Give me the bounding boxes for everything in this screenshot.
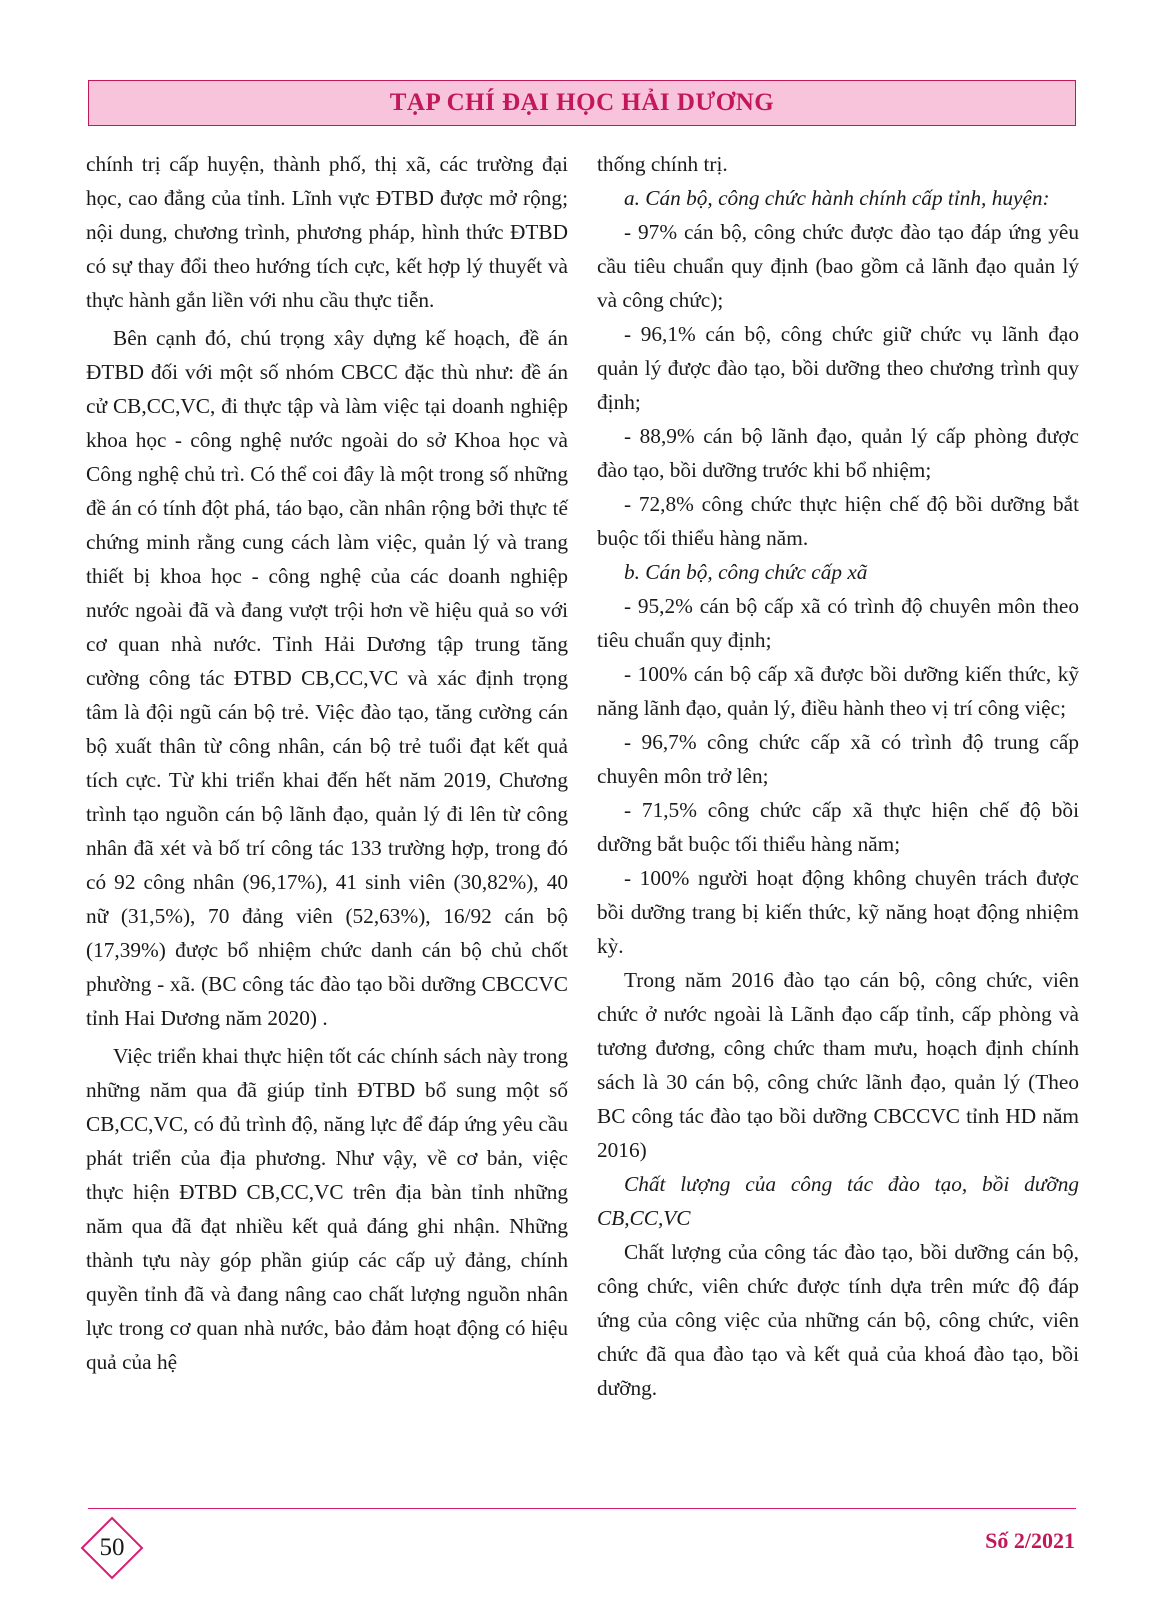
list-item: - 97% cán bộ, công chức được đào tạo đáp ứng yêu cầu tiêu chuẩn quy định (bao gồm cả lãnh đạo quản lý và công chức); — [597, 220, 1079, 312]
list-item: - 96,1% cán bộ, công chức giữ chức vụ lãnh đạo quản lý được đào tạo, bồi dưỡng theo chương trình quy định; — [597, 322, 1079, 414]
list-item: - 95,2% cán bộ cấp xã có trình độ chuyên môn theo tiêu chuẩn quy định; — [597, 594, 1079, 652]
list-item: - 71,5% công chức cấp xã thực hiện chế độ bồi dưỡng bắt buộc tối thiểu hàng năm; — [597, 798, 1079, 856]
subheading: Chất lượng của công tác đào tạo, bồi dưỡng CB,CC,VC — [597, 1172, 1079, 1230]
paragraph: Bên cạnh đó, chú trọng xây dựng kế hoạch, đề án ĐTBD đối với một số nhóm CBCC đặc thù như: đề án cử CB,CC,VC, đi thực tập và làm việc tại doanh nghiệp khoa học - công nghệ nước ngoài do sở Khoa học và Công nghệ chủ trì. Có thể coi đây là một trong số những đề án có tính đột phá, táo bạo, cần nhân rộng bởi thực tế chứng minh rằng cung cách làm việc, quản lý và trang thiết bị khoa học - công nghệ của các doanh nghiệp nước ngoài đã và đang vượt trội hơn về hiệu quả so với cơ quan nhà nước. Tỉnh Hải Dương tập trung tăng cường công tác ĐTBD CB,CC,VC và xác định trọng tâm là đội ngũ cán bộ trẻ. Việc đào tạo, tăng cường cán bộ xuất thân từ công nhân, cán bộ trẻ tuổi đạt kết quả tích cực. Từ khi triển khai đến hết năm 2019, Chương trình tạo nguồn cán bộ lãnh đạo, quản lý đi lên từ công nhân đã xét và bố trí công tác 133 trường hợp, trong đó có 92 công nhân (96,17%), 41 sinh viên (30,82%), 40 nữ (31,5%), 70 đảng viên (52,63%), 16/92 cán bộ (17,39%) được bổ nhiệm chức danh cán bộ chủ chốt phường - xã. (BC công tác đào tạo bồi dưỡng CBCCVC tỉnh Hai Dương năm 2020) . — [86, 326, 568, 1030]
paragraph: chính trị cấp huyện, thành phố, thị xã, các trường đại học, cao đẳng của tỉnh. Lĩnh vực ĐTBD được mở rộng; nội dung, chương trình, phương pháp, hình thức ĐTBD có sự thay đổi theo hướng tích cực, kết hợp lý thuyết và thực hành gắn liền với nhu cầu thực tiễn. — [86, 152, 568, 312]
list-item: - 100% người hoạt động không chuyên trách được bồi dưỡng trang bị kiến thức, kỹ năng hoạt động nhiệm kỳ. — [597, 866, 1079, 958]
footer-divider — [88, 1508, 1076, 1509]
list-item: - 88,9% cán bộ lãnh đạo, quản lý cấp phòng được đào tạo, bồi dưỡng trước khi bổ nhiệm; — [597, 424, 1079, 482]
subheading: b. Cán bộ, công chức cấp xã — [624, 560, 868, 584]
list-item: - 72,8% công chức thực hiện chế độ bồi dưỡng bắt buộc tối thiểu hàng năm. — [597, 492, 1079, 550]
paragraph: Chất lượng của công tác đào tạo, bồi dưỡng cán bộ, công chức, viên chức được tính dựa trên mức độ đáp ứng của công việc của những cán bộ, công chức, viên chức đã qua đào tạo và kết quả của khoá đào tạo, bồi dưỡng. — [597, 1240, 1079, 1400]
subheading: a. Cán bộ, công chức hành chính cấp tỉnh, huyện: — [624, 186, 1050, 210]
paragraph: Việc triển khai thực hiện tốt các chính sách này trong những năm qua đã giúp tỉnh ĐTBD bổ sung một số CB,CC,VC, có đủ trình độ, năng lực để đáp ứng yêu cầu phát triển của địa phương. Như vậy, về cơ bản, việc thực hiện ĐTBD CB,CC,VC trên địa bàn tỉnh những năm qua đã đạt nhiều kết quả đáng ghi nhận. Những thành tựu này góp phần giúp các cấp uỷ đảng, chính quyền tỉnh đã và đang nâng cao chất lượng nguồn nhân lực trong cơ quan nhà nước, bảo đảm hoạt động có hiệu quả của hệ — [86, 1044, 568, 1374]
list-item: - 100% cán bộ cấp xã được bồi dưỡng kiến thức, kỹ năng lãnh đạo, quản lý, điều hành theo vị trí công việc; — [597, 662, 1079, 720]
list-item: - 96,7% công chức cấp xã có trình độ trung cấp chuyên môn trở lên; — [597, 730, 1079, 788]
paragraph: thống chính trị. — [597, 152, 728, 176]
page-number-badge — [80, 1516, 144, 1580]
journal-title: TẠP CHÍ ĐẠI HỌC HẢI DƯƠNG — [389, 89, 775, 116]
right-column — [597, 147, 1079, 1405]
left-column — [86, 147, 568, 1379]
paragraph: Trong năm 2016 đào tạo cán bộ, công chức, viên chức ở nước ngoài là Lãnh đạo cấp tỉnh, cấp phòng và tương đương, công chức tham mưu, hoạch định chính sách là 30 cán bộ, công chức lãnh đạo, quản lý (Theo BC công tác đào tạo bồi dưỡng CBCCVC tỉnh HD năm 2016) — [597, 968, 1079, 1162]
page-number: 50 — [99, 1534, 125, 1561]
journal-header — [88, 80, 1076, 126]
issue-number: Số 2/2021 — [985, 1528, 1075, 1553]
